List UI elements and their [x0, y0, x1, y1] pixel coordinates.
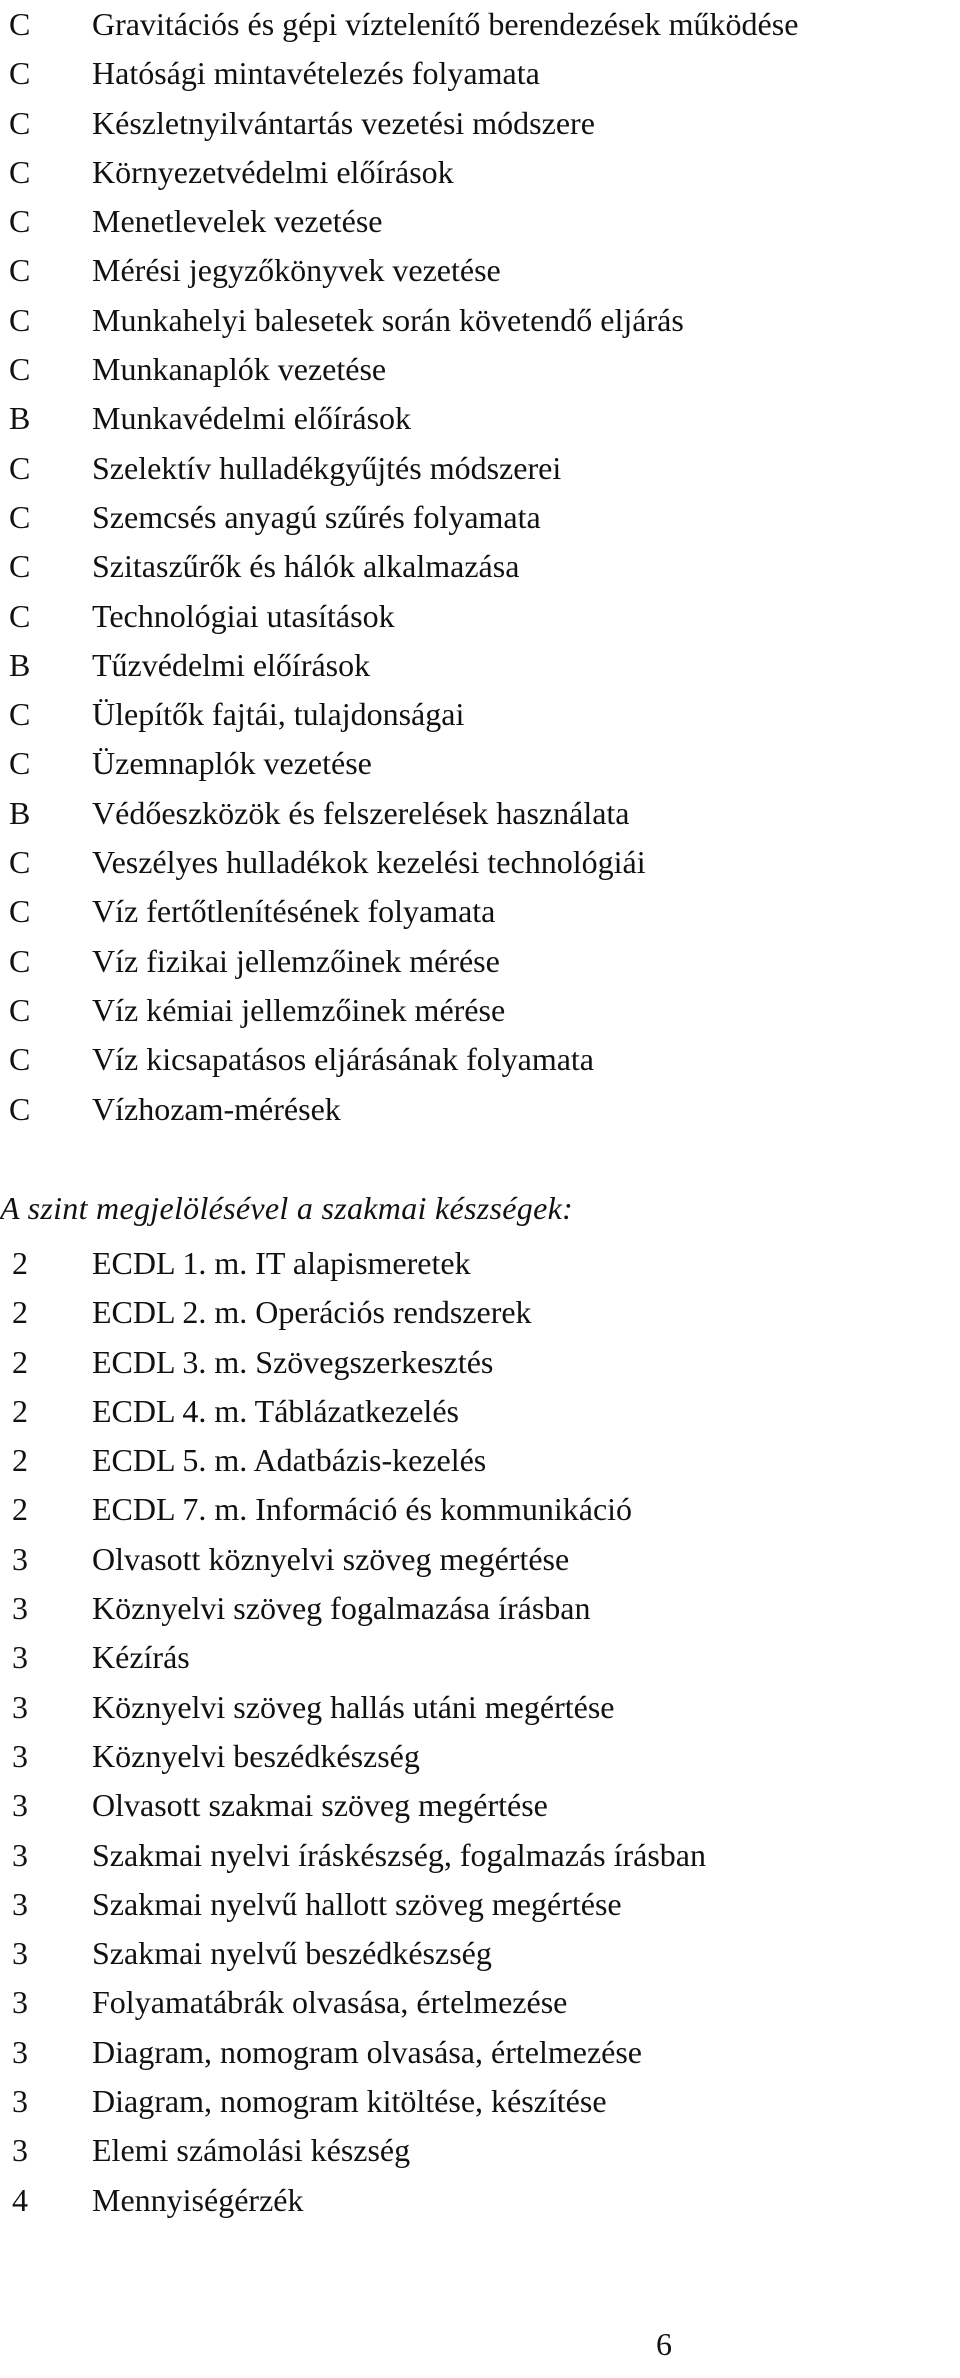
list-item	[0, 1288, 960, 1337]
list-item	[0, 1929, 960, 1978]
level-code: 3	[12, 2033, 28, 2070]
level-code: 3	[12, 1590, 28, 1627]
level-code: C	[9, 991, 31, 1028]
item-label: Hatósági mintavételezés folyamata	[92, 55, 540, 92]
item-label: Üzemnaplók vezetése	[92, 745, 372, 782]
item-label: ECDL 1. m. IT alapismeretek	[92, 1245, 471, 1281]
item-label: ECDL 4. m. Táblázatkezelés	[92, 1392, 459, 1429]
item-label: Diagram, nomogram olvasása, értelmezése	[92, 2033, 642, 2070]
level-code: 3	[12, 1836, 28, 1873]
level-code: C	[9, 942, 31, 979]
level-code: C	[9, 696, 31, 733]
level-code: C	[9, 1090, 31, 1127]
item-label: Szemcsés anyagú szűrés folyamata	[92, 498, 541, 535]
list-item	[0, 197, 960, 246]
item-label: Munkahelyi balesetek során követendő eljárás	[92, 301, 684, 338]
list-item	[0, 690, 960, 739]
level-code: 2	[12, 1491, 28, 1528]
list-item	[0, 887, 960, 936]
item-label: Szelektív hulladékgyűjtés módszerei	[92, 449, 562, 486]
list-item	[0, 1978, 960, 2027]
level-code: C	[9, 548, 31, 585]
list-item	[0, 1880, 960, 1929]
list-item	[0, 838, 960, 887]
skills-list	[0, 1239, 960, 2225]
item-label: Diagram, nomogram kitöltése, készítése	[92, 2083, 607, 2120]
list-item	[0, 148, 960, 197]
level-code: 2	[12, 1294, 28, 1331]
list-item	[0, 1683, 960, 1732]
item-label: ECDL 5. m. Adatbázis-kezelés	[92, 1442, 487, 1479]
level-code: C	[9, 449, 31, 486]
level-code: 3	[12, 2132, 28, 2169]
level-code: 2	[12, 1392, 28, 1429]
level-code: C	[9, 104, 31, 141]
item-label: Mennyiségérzék	[92, 2181, 304, 2218]
item-label: Ülepítők fajtái, tulajdonságai	[92, 696, 465, 733]
list-item	[0, 1436, 960, 1485]
item-label: Munkanaplók vezetése	[92, 351, 387, 388]
item-label: Olvasott köznyelvi szöveg megértése	[92, 1540, 570, 1577]
list-item	[0, 1387, 960, 1436]
level-code: C	[9, 203, 31, 240]
item-label: Veszélyes hulladékok kezelési technológiái	[92, 844, 646, 881]
level-code: 3	[12, 2083, 28, 2120]
level-code: B	[9, 794, 31, 831]
item-label: Technológiai utasítások	[92, 597, 395, 634]
level-code: B	[9, 646, 31, 683]
level-code: 3	[12, 1688, 28, 1725]
item-label: Köznyelvi szöveg hallás utáni megértése	[92, 1688, 615, 1725]
level-code: C	[9, 252, 31, 289]
item-label: Elemi számolási készség	[92, 2132, 411, 2169]
list-item	[0, 1338, 960, 1387]
item-label: Köznyelvi szöveg fogalmazása írásban	[92, 1590, 591, 1627]
item-label: Szakmai nyelvi íráskészség, fogalmazás írásban	[92, 1836, 706, 1873]
list-item	[0, 1732, 960, 1781]
level-code: 4	[12, 2181, 28, 2218]
item-label: Víz fertőtlenítésének folyamata	[92, 893, 496, 930]
list-item	[0, 1781, 960, 1830]
list-item	[0, 49, 960, 98]
level-code: C	[9, 597, 31, 634]
item-label: ECDL 3. m. Szövegszerkesztés	[92, 1343, 494, 1380]
item-label: Védőeszközök és felszerelések használata	[92, 794, 630, 831]
page-number: 6	[656, 2326, 672, 2362]
list-item	[0, 789, 960, 838]
item-label: Környezetvédelmi előírások	[92, 153, 454, 190]
item-label: Menetlevelek vezetése	[92, 203, 383, 240]
item-label: Víz kémiai jellemzőinek mérése	[92, 991, 506, 1028]
skills-heading: A szint megjelölésével a szakmai készségek:	[0, 1190, 574, 1226]
level-code: 2	[12, 1442, 28, 1479]
level-code: C	[9, 55, 31, 92]
item-label: Gravitációs és gépi víztelenítő berendezések működése	[92, 6, 799, 42]
list-item	[0, 345, 960, 394]
list-item	[0, 986, 960, 1035]
level-code: 3	[12, 1540, 28, 1577]
level-code: C	[9, 1041, 31, 1078]
list-item	[0, 937, 960, 986]
list-item	[0, 2077, 960, 2126]
item-label: Kézírás	[92, 1639, 190, 1676]
list-item	[0, 1633, 960, 1682]
list-item	[0, 592, 960, 641]
list-item	[0, 99, 960, 148]
list-item	[0, 2028, 960, 2077]
level-code: C	[9, 351, 31, 388]
level-code: 3	[12, 1984, 28, 2021]
level-code: B	[9, 400, 31, 437]
list-item	[0, 1584, 960, 1633]
item-label: Víz fizikai jellemzőinek mérése	[92, 942, 500, 979]
item-label: Szakmai nyelvű hallott szöveg megértése	[92, 1885, 622, 1922]
level-code: C	[9, 844, 31, 881]
item-label: ECDL 2. m. Operációs rendszerek	[92, 1294, 532, 1331]
list-item	[0, 2126, 960, 2175]
list-item	[0, 444, 960, 493]
level-code: C	[9, 301, 31, 338]
item-label: Olvasott szakmai szöveg megértése	[92, 1787, 548, 1824]
list-item	[0, 1085, 960, 1134]
level-code: C	[9, 745, 31, 782]
level-code: 3	[12, 1935, 28, 1972]
list-item	[0, 1535, 960, 1584]
list-item	[0, 641, 960, 690]
knowledge-list	[0, 0, 960, 1134]
list-item	[0, 542, 960, 591]
list-item	[0, 0, 960, 49]
list-item	[0, 1035, 960, 1084]
list-item	[0, 1831, 960, 1880]
list-item	[0, 493, 960, 542]
list-item	[0, 246, 960, 295]
list-item	[0, 1485, 960, 1534]
list-item	[0, 2176, 960, 2225]
level-code: 3	[12, 1787, 28, 1824]
item-label: Köznyelvi beszédkészség	[92, 1737, 420, 1774]
item-label: ECDL 7. m. Információ és kommunikáció	[92, 1491, 633, 1528]
item-label: Szakmai nyelvű beszédkészség	[92, 1935, 492, 1972]
item-label: Szitaszűrők és hálók alkalmazása	[92, 548, 520, 585]
item-label: Mérési jegyzőkönyvek vezetése	[92, 252, 501, 289]
list-item	[0, 394, 960, 443]
level-code: 2	[12, 1245, 28, 1281]
level-code: 3	[12, 1737, 28, 1774]
list-item	[0, 1239, 960, 1288]
item-label: Készletnyilvántartás vezetési módszere	[92, 104, 595, 141]
level-code: C	[9, 498, 31, 535]
level-code: C	[9, 893, 31, 930]
level-code: C	[9, 153, 31, 190]
item-label: Víz kicsapatásos eljárásának folyamata	[92, 1041, 594, 1078]
level-code: 2	[12, 1343, 28, 1380]
item-label: Tűzvédelmi előírások	[92, 646, 371, 683]
item-label: Munkavédelmi előírások	[92, 400, 412, 437]
item-label: Folyamatábrák olvasása, értelmezése	[92, 1984, 568, 2021]
list-item	[0, 739, 960, 788]
item-label: Vízhozam-mérések	[92, 1090, 341, 1127]
level-code: 3	[12, 1885, 28, 1922]
level-code: 3	[12, 1639, 28, 1676]
list-item	[0, 296, 960, 345]
level-code: C	[9, 6, 31, 42]
